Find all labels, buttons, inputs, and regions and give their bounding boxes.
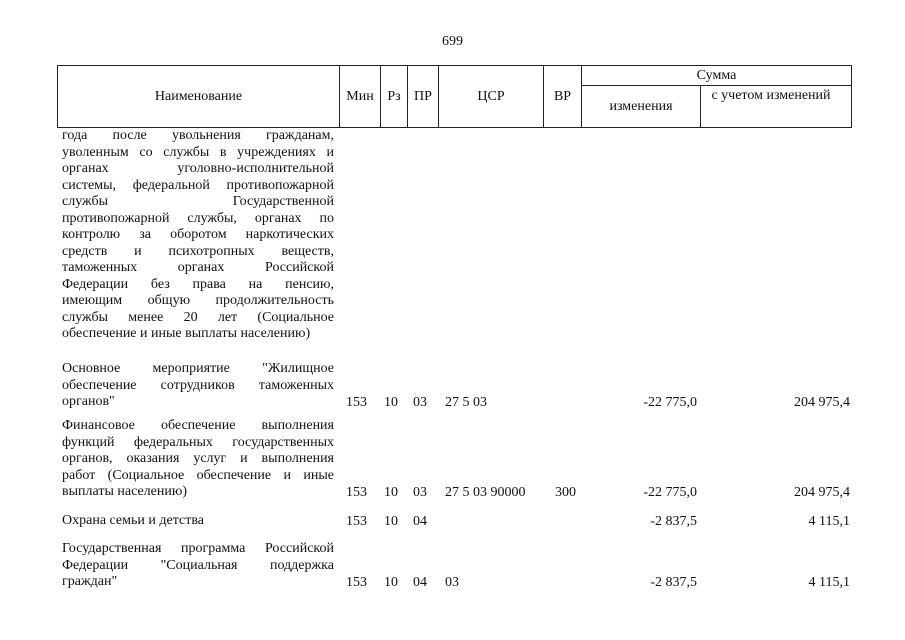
row-total: 204 975,4 xyxy=(794,395,850,410)
row-name-line: органов, оказания услуг и выполнения xyxy=(62,451,334,466)
row-name-line: граждан" xyxy=(62,574,118,589)
header-with-changes: с учетом изменений xyxy=(711,88,831,103)
row-min: 153 xyxy=(346,575,367,590)
header-sum: Сумма xyxy=(696,68,737,83)
row-name-line: обеспечение сотрудников таможенных xyxy=(62,377,334,393)
row-total: 4 115,1 xyxy=(808,575,850,590)
row-name-line: Федерации без права на пенсию, xyxy=(62,276,334,292)
row-vr: 300 xyxy=(555,485,576,500)
header-name: Наименование xyxy=(154,89,243,104)
header-csr: ЦСР xyxy=(477,89,505,104)
row-name-line: средств и психотропных веществ, xyxy=(62,243,334,259)
row-rz: 10 xyxy=(384,514,398,529)
row-name-line: контролю за оборотом наркотических xyxy=(62,227,334,242)
row-rz: 10 xyxy=(384,395,398,410)
row-name-line: противопожарной службы, органах по xyxy=(62,210,334,226)
row-name-line: обеспечение и иные выплаты населению) xyxy=(62,326,311,341)
header-vr: ВР xyxy=(553,89,572,104)
row-name xyxy=(62,541,334,591)
row-name xyxy=(62,361,334,411)
row-name-line: Основное мероприятие "Жилищное xyxy=(62,361,334,376)
row-name xyxy=(62,418,334,501)
row-name xyxy=(62,128,334,343)
row-pr: 03 xyxy=(413,395,427,410)
row-pr: 04 xyxy=(413,575,427,590)
row-name-line: органах уголовно-исполнительной xyxy=(62,161,334,176)
row-min: 153 xyxy=(346,485,367,500)
row-name-line: службы менее 20 лет (Социальное xyxy=(62,309,334,325)
row-min: 153 xyxy=(346,395,367,410)
row-name-line: системы, федеральной противопожарной xyxy=(62,177,334,193)
row-min: 153 xyxy=(346,514,367,529)
row-change: -22 775,0 xyxy=(643,395,697,410)
header-pr: ПР xyxy=(414,89,432,104)
row-csr: 27 5 03 90000 xyxy=(445,485,526,500)
header-min: Мин xyxy=(346,89,374,104)
row-name-line: имеющим общую продолжительность xyxy=(62,293,334,308)
row-name-line: таможенных органах Российской xyxy=(62,260,334,275)
header-change: изменения xyxy=(609,99,673,114)
header-rz: Рз xyxy=(387,89,401,104)
row-total: 4 115,1 xyxy=(808,514,850,529)
row-pr: 03 xyxy=(413,485,427,500)
row-name-line: Охрана семьи и детства xyxy=(62,513,204,528)
row-name-line: Федерации "Социальная поддержка xyxy=(62,557,334,573)
page-number: 699 xyxy=(442,34,463,49)
row-change: -2 837,5 xyxy=(650,514,697,529)
row-name-line: службы Государственной xyxy=(62,194,334,209)
row-name-line: года после увольнения гражданам, xyxy=(62,128,334,143)
budget-table xyxy=(57,65,852,590)
row-change: -2 837,5 xyxy=(650,575,697,590)
row-name xyxy=(62,513,334,530)
row-name-line: функций федеральных государственных xyxy=(62,434,334,450)
row-csr: 27 5 03 xyxy=(445,395,487,410)
table-header xyxy=(57,65,852,127)
row-name-line: уволенным со службы в учреждениях и xyxy=(62,144,334,160)
row-name-line: выплаты населению) xyxy=(62,484,187,499)
row-name-line: Государственная программа Российской xyxy=(62,541,334,556)
row-rz: 10 xyxy=(384,485,398,500)
row-rz: 10 xyxy=(384,575,398,590)
row-pr: 04 xyxy=(413,514,427,529)
row-change: -22 775,0 xyxy=(643,485,697,500)
row-total: 204 975,4 xyxy=(794,485,850,500)
row-name-line: органов" xyxy=(62,394,115,409)
row-name-line: Финансовое обеспечение выполнения xyxy=(62,418,334,433)
row-name-line: работ (Социальное обеспечение и иные xyxy=(62,467,334,483)
row-csr: 03 xyxy=(445,575,459,590)
